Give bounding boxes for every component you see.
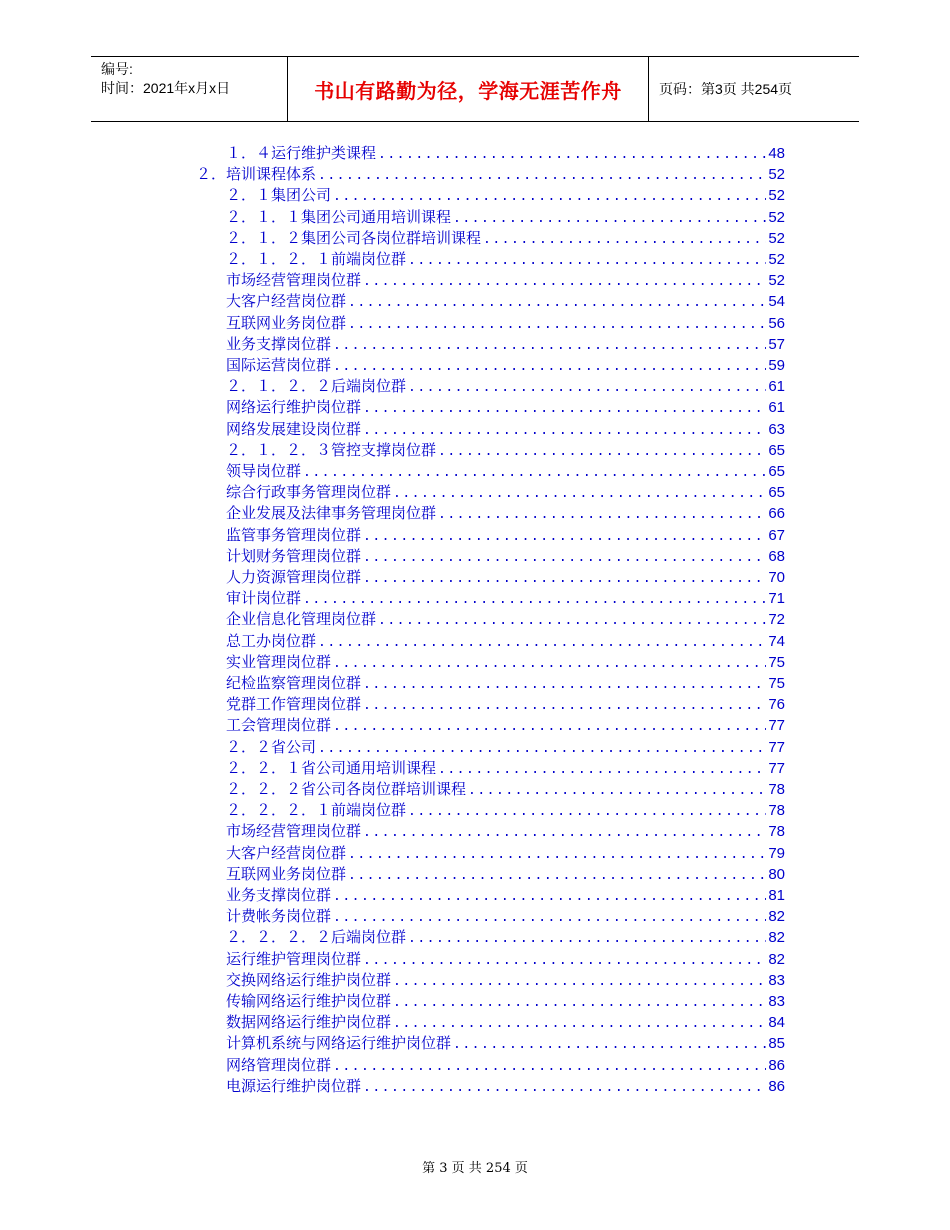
toc-dot-leader bbox=[333, 336, 766, 354]
toc-dot-leader bbox=[438, 760, 766, 778]
toc-entry-title: 互联网业务岗位群 bbox=[226, 864, 347, 883]
toc-entry-title: 业务支撑岗位群 bbox=[226, 334, 332, 353]
toc-entry[interactable] bbox=[226, 1055, 785, 1075]
toc-dot-leader bbox=[363, 696, 766, 714]
toc-entry-page-number: 67 bbox=[768, 526, 785, 544]
toc-dot-leader bbox=[363, 527, 766, 545]
toc-entry[interactable] bbox=[226, 821, 785, 841]
toc-entry[interactable] bbox=[226, 864, 785, 884]
toc-dot-leader bbox=[363, 823, 766, 841]
toc-entry-title: 实业管理岗位群 bbox=[226, 652, 332, 671]
toc-entry-page-number: 59 bbox=[768, 357, 785, 374]
toc-entry[interactable] bbox=[226, 228, 785, 248]
toc-entry[interactable] bbox=[226, 503, 785, 523]
toc-entry[interactable] bbox=[226, 1033, 785, 1053]
toc-entry[interactable] bbox=[226, 546, 785, 566]
toc-entry-page-number: 77 bbox=[768, 738, 785, 756]
toc-entry-page-number: 79 bbox=[768, 844, 785, 862]
toc-entry[interactable] bbox=[226, 843, 785, 863]
toc-dot-leader bbox=[318, 739, 766, 757]
toc-entry[interactable] bbox=[226, 376, 785, 396]
toc-entry-page-number: 82 bbox=[768, 950, 785, 968]
toc-entry[interactable] bbox=[226, 1012, 785, 1032]
toc-entry-page-number: 52 bbox=[768, 229, 785, 247]
toc-entry-title: 国际运营岗位群 bbox=[226, 356, 332, 374]
toc-entry-page-number: 68 bbox=[768, 547, 785, 565]
toc-entry[interactable] bbox=[226, 588, 785, 608]
toc-entry-page-number: 52 bbox=[768, 187, 785, 205]
toc-entry-title: ２．２．２．１前端岗位群 bbox=[226, 801, 407, 820]
page-header bbox=[91, 56, 859, 122]
toc-dot-leader bbox=[348, 293, 766, 311]
toc-dot-leader bbox=[408, 251, 766, 269]
toc-entry-page-number: 86 bbox=[768, 1056, 785, 1074]
page-info: 页码：第3页 共254页 bbox=[659, 81, 793, 97]
toc-dot-leader bbox=[333, 1057, 766, 1075]
toc-dot-leader bbox=[363, 951, 766, 969]
toc-dot-leader bbox=[438, 442, 766, 460]
toc-entry[interactable] bbox=[226, 652, 785, 672]
toc-entry[interactable] bbox=[226, 673, 785, 693]
toc-entry-page-number: 65 bbox=[768, 463, 785, 480]
toc-dot-leader bbox=[333, 717, 766, 735]
toc-entry-title: 企业信息化管理岗位群 bbox=[226, 610, 377, 629]
toc-entry-page-number: 48 bbox=[768, 145, 785, 162]
toc-entry-page-number: 52 bbox=[768, 208, 785, 226]
toc-dot-leader bbox=[303, 463, 766, 481]
toc-entry-title: ２．２．２省公司各岗位群培训课程 bbox=[226, 780, 467, 798]
toc-entry-title: 网络发展建设岗位群 bbox=[226, 419, 362, 438]
toc-dot-leader bbox=[468, 781, 766, 799]
toc-entry[interactable] bbox=[226, 715, 785, 735]
toc-entry-page-number: 76 bbox=[768, 696, 785, 714]
toc-dot-leader bbox=[393, 993, 766, 1011]
toc-dot-leader bbox=[363, 569, 766, 587]
toc-entry[interactable] bbox=[226, 249, 785, 269]
toc-entry-title: ２．培训课程体系 bbox=[196, 165, 317, 184]
time-label: 时间：2021年x月x日 bbox=[101, 80, 231, 96]
toc-entry-title: 大客户经营岗位群 bbox=[226, 843, 347, 862]
toc-entry-title: 企业发展及法律事务管理岗位群 bbox=[226, 504, 437, 523]
toc-entry-title: 计算机系统与网络运行维护岗位群 bbox=[226, 1034, 452, 1053]
toc-dot-leader bbox=[333, 357, 766, 375]
toc-entry-page-number: 81 bbox=[768, 887, 785, 904]
toc-dot-leader bbox=[333, 887, 766, 905]
toc-dot-leader bbox=[333, 187, 766, 205]
toc-entry[interactable] bbox=[226, 461, 785, 481]
toc-dot-leader bbox=[438, 505, 766, 523]
toc-dot-leader bbox=[378, 145, 766, 163]
toc-entry-page-number: 82 bbox=[768, 929, 785, 947]
toc-entry-title: 审计岗位群 bbox=[226, 589, 302, 608]
toc-entry-page-number: 77 bbox=[768, 759, 785, 777]
toc-entry-title: 市场经营管理岗位群 bbox=[226, 271, 362, 290]
toc-entry-title: ２．１．２．３管控支撑岗位群 bbox=[226, 440, 437, 459]
toc-entry[interactable] bbox=[226, 397, 785, 417]
toc-entry-title: 总工办岗位群 bbox=[226, 631, 317, 650]
toc-entry-page-number: 75 bbox=[768, 653, 785, 671]
toc-entry[interactable] bbox=[226, 567, 785, 587]
toc-entry-title: ２．１．２．１前端岗位群 bbox=[226, 250, 407, 268]
toc-entry-title: 领导岗位群 bbox=[226, 462, 302, 480]
toc-dot-leader bbox=[348, 315, 766, 333]
toc-entry-title: 工会管理岗位群 bbox=[226, 716, 332, 735]
toc-entry[interactable] bbox=[226, 334, 785, 354]
toc-entry[interactable] bbox=[226, 313, 785, 333]
toc-entry-page-number: 63 bbox=[768, 420, 785, 438]
toc-entry[interactable] bbox=[226, 927, 785, 947]
toc-entry-title: 传输网络运行维护岗位群 bbox=[226, 992, 392, 1010]
toc-entry-page-number: 86 bbox=[768, 1077, 785, 1095]
toc-entry-title: １．４运行维护类课程 bbox=[226, 144, 377, 162]
toc-entry[interactable] bbox=[226, 631, 785, 651]
toc-entry[interactable] bbox=[226, 185, 785, 205]
toc-dot-leader bbox=[363, 1078, 766, 1096]
toc-dot-leader bbox=[393, 484, 766, 502]
toc-entry-page-number: 72 bbox=[768, 611, 785, 629]
toc-dot-leader bbox=[363, 399, 766, 417]
toc-entry[interactable] bbox=[226, 906, 785, 926]
toc-dot-leader bbox=[378, 611, 766, 629]
page-footer bbox=[0, 1157, 950, 1176]
toc-dot-leader bbox=[393, 1014, 766, 1032]
toc-dot-leader bbox=[333, 908, 766, 926]
toc-entry-title: ２．１集团公司 bbox=[226, 186, 332, 205]
toc-entry-title: 网络运行维护岗位群 bbox=[226, 398, 362, 417]
toc-entry-page-number: 80 bbox=[768, 865, 785, 883]
toc-entry[interactable] bbox=[226, 779, 785, 799]
toc-entry-title: 计划财务管理岗位群 bbox=[226, 546, 362, 565]
toc-entry-title: 网络管理岗位群 bbox=[226, 1055, 332, 1074]
toc-entry-page-number: 56 bbox=[768, 314, 785, 332]
toc-entry-page-number: 83 bbox=[768, 993, 785, 1010]
toc-entry-title: 市场经营管理岗位群 bbox=[226, 822, 362, 841]
toc-entry-page-number: 77 bbox=[768, 717, 785, 735]
toc-entry[interactable] bbox=[226, 991, 785, 1011]
toc-entry-page-number: 83 bbox=[768, 971, 785, 989]
toc-entry-title: ２．２省公司 bbox=[226, 737, 317, 756]
toc-entry-title: 运行维护管理岗位群 bbox=[226, 949, 362, 968]
toc-entry[interactable] bbox=[226, 885, 785, 905]
toc-dot-leader bbox=[453, 1035, 766, 1053]
header-meta-cell bbox=[91, 57, 287, 121]
toc-entry-page-number: 61 bbox=[768, 378, 785, 396]
toc-entry[interactable] bbox=[226, 737, 785, 757]
toc-entry[interactable] bbox=[226, 419, 785, 439]
toc-entry-page-number: 78 bbox=[768, 823, 785, 841]
toc-entry[interactable] bbox=[226, 694, 785, 714]
toc-entry-page-number: 52 bbox=[768, 251, 785, 268]
toc-entry-page-number: 65 bbox=[768, 441, 785, 459]
toc-entry-page-number: 78 bbox=[768, 802, 785, 820]
toc-dot-leader bbox=[408, 378, 766, 396]
toc-entry[interactable] bbox=[226, 482, 785, 502]
toc-entry[interactable] bbox=[226, 949, 785, 969]
toc-dot-leader bbox=[363, 675, 766, 693]
toc-entry-title: 纪检监察管理岗位群 bbox=[226, 674, 362, 692]
toc-entry[interactable] bbox=[226, 1076, 785, 1096]
toc-entry-title: ２．２．２．２后端岗位群 bbox=[226, 928, 407, 947]
toc-entry[interactable] bbox=[226, 355, 785, 375]
toc-entry[interactable] bbox=[226, 143, 785, 163]
toc-entry-title: 互联网业务岗位群 bbox=[226, 313, 347, 332]
toc-dot-leader bbox=[333, 654, 766, 672]
toc-dot-leader bbox=[408, 929, 766, 947]
toc-entry-title: 大客户经营岗位群 bbox=[226, 292, 347, 311]
toc-entry-page-number: 70 bbox=[768, 569, 785, 586]
toc-dot-leader bbox=[363, 548, 766, 566]
toc-entry-title: ２．１．２．２后端岗位群 bbox=[226, 377, 407, 396]
toc-entry[interactable] bbox=[226, 440, 785, 460]
toc-entry[interactable] bbox=[226, 758, 785, 778]
toc-entry-title: 人力资源管理岗位群 bbox=[226, 568, 362, 586]
toc-dot-leader bbox=[318, 166, 766, 184]
toc-entry[interactable] bbox=[226, 291, 785, 311]
toc-entry[interactable] bbox=[226, 207, 785, 227]
toc-entry-page-number: 84 bbox=[768, 1014, 785, 1032]
motto-text: 书山有路勤为径，学海无涯苦作舟 bbox=[314, 78, 622, 103]
toc-entry-page-number: 66 bbox=[768, 505, 785, 523]
toc-dot-leader bbox=[483, 230, 766, 248]
toc-dot-leader bbox=[408, 802, 766, 820]
toc-entry-page-number: 82 bbox=[768, 908, 785, 926]
serial-label: 编号: bbox=[101, 61, 133, 77]
toc-dot-leader bbox=[348, 845, 766, 863]
toc-dot-leader bbox=[303, 590, 766, 608]
toc-entry-page-number: 75 bbox=[768, 675, 785, 692]
toc-entry-page-number: 52 bbox=[768, 272, 785, 290]
toc-entry-page-number: 57 bbox=[768, 335, 785, 353]
toc-entry-page-number: 71 bbox=[768, 590, 785, 608]
toc-dot-leader bbox=[393, 972, 766, 990]
toc-entry[interactable] bbox=[226, 525, 785, 545]
toc-entry-title: 综合行政事务管理岗位群 bbox=[226, 483, 392, 502]
toc-entry-page-number: 78 bbox=[768, 781, 785, 798]
toc-entry-title: 党群工作管理岗位群 bbox=[226, 695, 362, 714]
toc-entry-title: ２．２．１省公司通用培训课程 bbox=[226, 758, 437, 777]
toc-dot-leader bbox=[318, 633, 766, 651]
toc-dot-leader bbox=[363, 272, 766, 290]
toc-entry-title: 业务支撑岗位群 bbox=[226, 886, 332, 904]
toc-entry-title: 监管事务管理岗位群 bbox=[226, 525, 362, 544]
toc-entry-page-number: 74 bbox=[768, 632, 785, 650]
footer-page-number: 第 3 页 共 254 页 bbox=[422, 1161, 528, 1176]
toc-entry-title: 电源运行维护岗位群 bbox=[226, 1076, 362, 1095]
header-motto-cell bbox=[287, 57, 649, 121]
toc-entry-page-number: 54 bbox=[768, 293, 785, 311]
toc-entry-title: 交换网络运行维护岗位群 bbox=[226, 970, 392, 989]
toc-entry[interactable] bbox=[226, 970, 785, 990]
toc-dot-leader bbox=[348, 866, 766, 884]
toc-entry-page-number: 52 bbox=[768, 166, 785, 184]
toc-entry[interactable] bbox=[226, 270, 785, 290]
toc-entry-page-number: 61 bbox=[768, 399, 785, 417]
toc-entry[interactable] bbox=[226, 609, 785, 629]
toc-dot-leader bbox=[453, 209, 766, 227]
toc-entry-title: ２．１．１集团公司通用培训课程 bbox=[226, 207, 452, 226]
toc-entry-title: ２．１．２集团公司各岗位群培训课程 bbox=[226, 228, 482, 247]
toc-entry[interactable] bbox=[226, 800, 785, 820]
toc-entry-page-number: 65 bbox=[768, 484, 785, 502]
toc-entry[interactable] bbox=[196, 164, 785, 184]
toc-entry-title: 数据网络运行维护岗位群 bbox=[226, 1013, 392, 1032]
toc-dot-leader bbox=[363, 421, 766, 439]
toc-entry-page-number: 85 bbox=[768, 1035, 785, 1053]
header-page-cell bbox=[649, 57, 859, 121]
toc-entry-title: 计费帐务岗位群 bbox=[226, 907, 332, 926]
